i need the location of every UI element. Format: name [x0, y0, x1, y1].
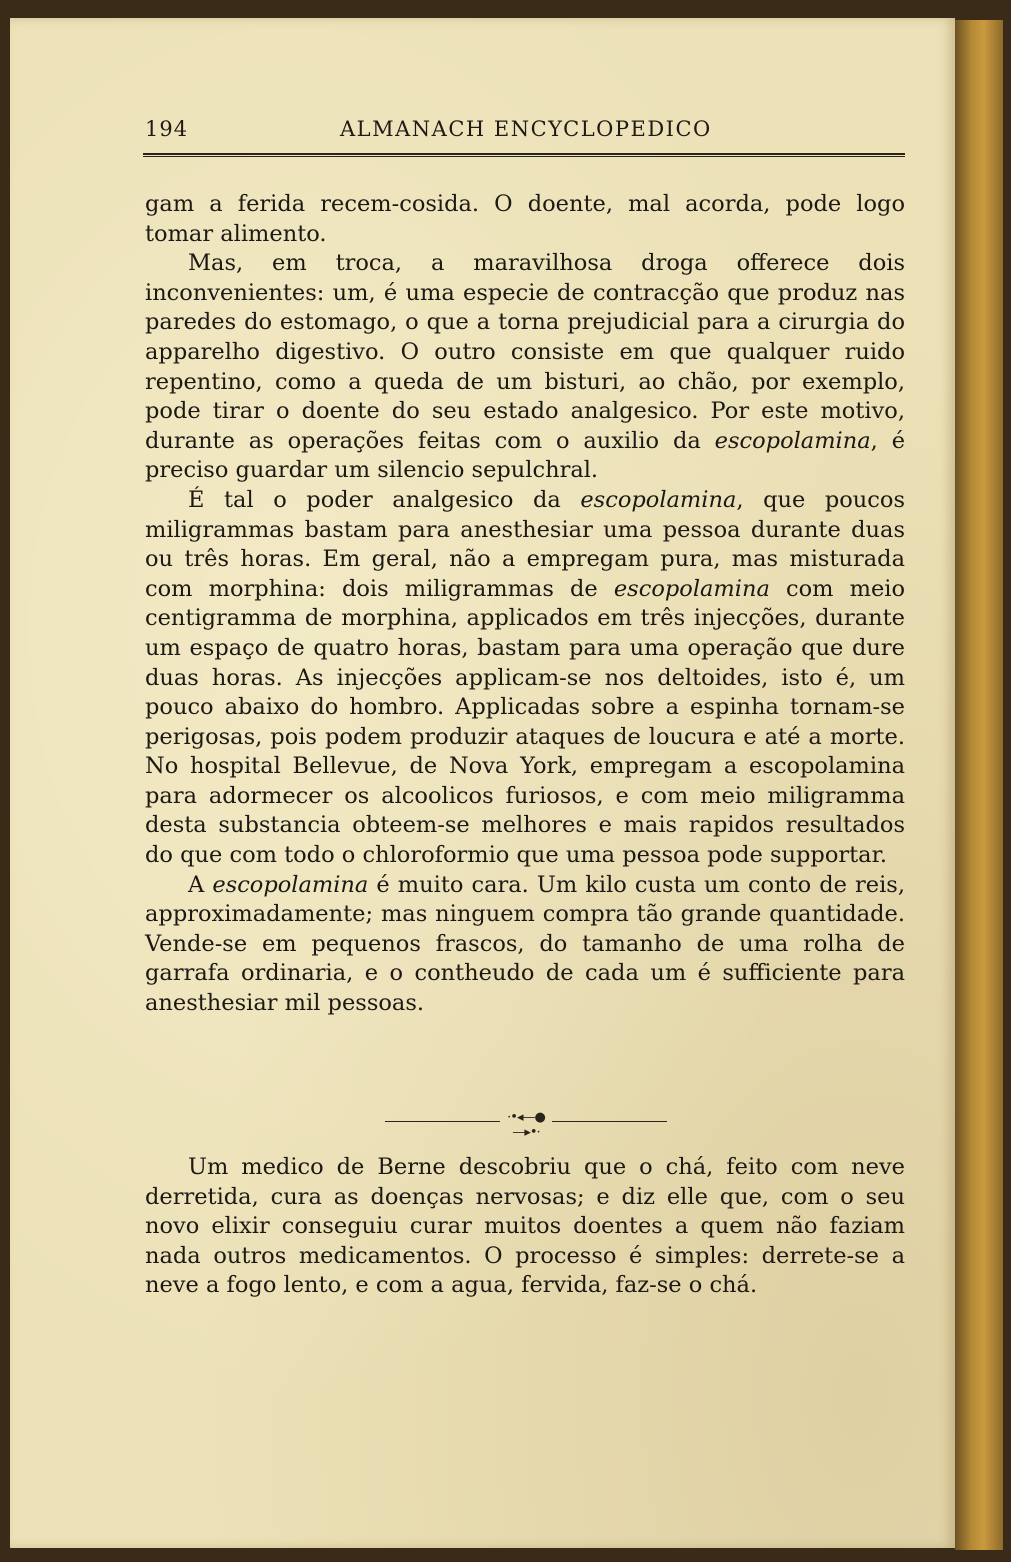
paragraph-2 — [145, 249, 905, 486]
paragraph-4 — [145, 871, 905, 1019]
paragraph-3 — [145, 486, 905, 871]
article-scopolamine — [145, 190, 905, 1019]
paragraph-2-end: , é preciso guardar um silencio sepulchral. — [145, 427, 906, 484]
paragraph-1: gam a ferida recem-cosida. O doente, mal acorda, pode logo tomar alimento. — [145, 191, 905, 247]
separator-line-right — [552, 1121, 667, 1122]
article-snow-tea — [145, 1153, 905, 1301]
paragraph-3-start: É tal o poder analgesico da — [188, 486, 581, 513]
section-separator — [385, 1110, 667, 1140]
separator-line-left — [385, 1121, 500, 1122]
italic-term: escopolamina — [613, 575, 770, 602]
paragraph-3-mid: , que poucos miligrammas bastam para anesthesiar uma pessoa durante duas ou três horas. Em geral, não a empregam pura, mas misturada com morphina: dois miligrammas de — [145, 486, 905, 602]
italic-term: escopolamina — [714, 427, 871, 454]
header-rule — [143, 153, 905, 157]
separator-ornament: ·•◂—●—▸•· — [507, 1110, 545, 1140]
paragraph-2-text: Mas, em troca, a maravilhosa droga offerece dois inconvenientes: um, é uma especie de contracção que produz nas paredes do estomago, o que a torna prejudicial para a cirurgia do apparelho digestivo. O outro consiste em que qualquer ruido repentino, como a queda de um bisturi, ao chão, por exemplo, pode tirar o doente do seu estado analgesico. Por este motivo, durante as operações feitas com o auxilio da — [145, 250, 905, 454]
italic-term: escopolamina — [580, 486, 737, 513]
running-title: ALMANACH ENCYCLOPEDICO — [340, 117, 712, 141]
italic-term: escopolamina — [212, 871, 369, 898]
page-edge — [955, 20, 1003, 1550]
page-number: 194 — [145, 117, 189, 141]
paragraph-4-start: A — [188, 871, 213, 898]
page-header — [135, 117, 905, 147]
paragraph-5: Um medico de Berne descobriu que o chá, feito com neve derretida, cura as doenças nervosas; e diz elle que, com o seu novo elixir conseguiu curar muitos doentes a quem não faziam nada outros medicamentos. O processo é simples: derrete-se a neve a fogo lento, e com a agua, fervida, faz-se o chá. — [145, 1154, 905, 1299]
paragraph-3-end: com meio centigramma de morphina, applicados em três injecções, durante um espaço de quatro horas, bastam para uma operação que dure duas horas. As injecções applicam-se nos deltoides, isto é, um pouco abaixo do hombro. Applicadas sobre a espinha tornam-se perigosas, pois podem produzir ataques de loucura e até a morte. No hospital Bellevue, de Nova York, empregam a escopolamina para adormecer os alcoolicos furiosos, e com meio miligramma desta substancia obteem-se melhores e mais rapidos resultados do que com todo o chloroformio que uma pessoa pode supportar. — [145, 575, 905, 869]
paragraph-4-end: é muito cara. Um kilo custa um conto de reis, approximadamente; mas ninguem compra tão grande quantidade. Vende-se em pequenos frascos, do tamanho de uma rolha de garrafa ordinaria, e o contheudo de cada um é sufficiente para anesthesiar mil pessoas. — [145, 871, 905, 1017]
